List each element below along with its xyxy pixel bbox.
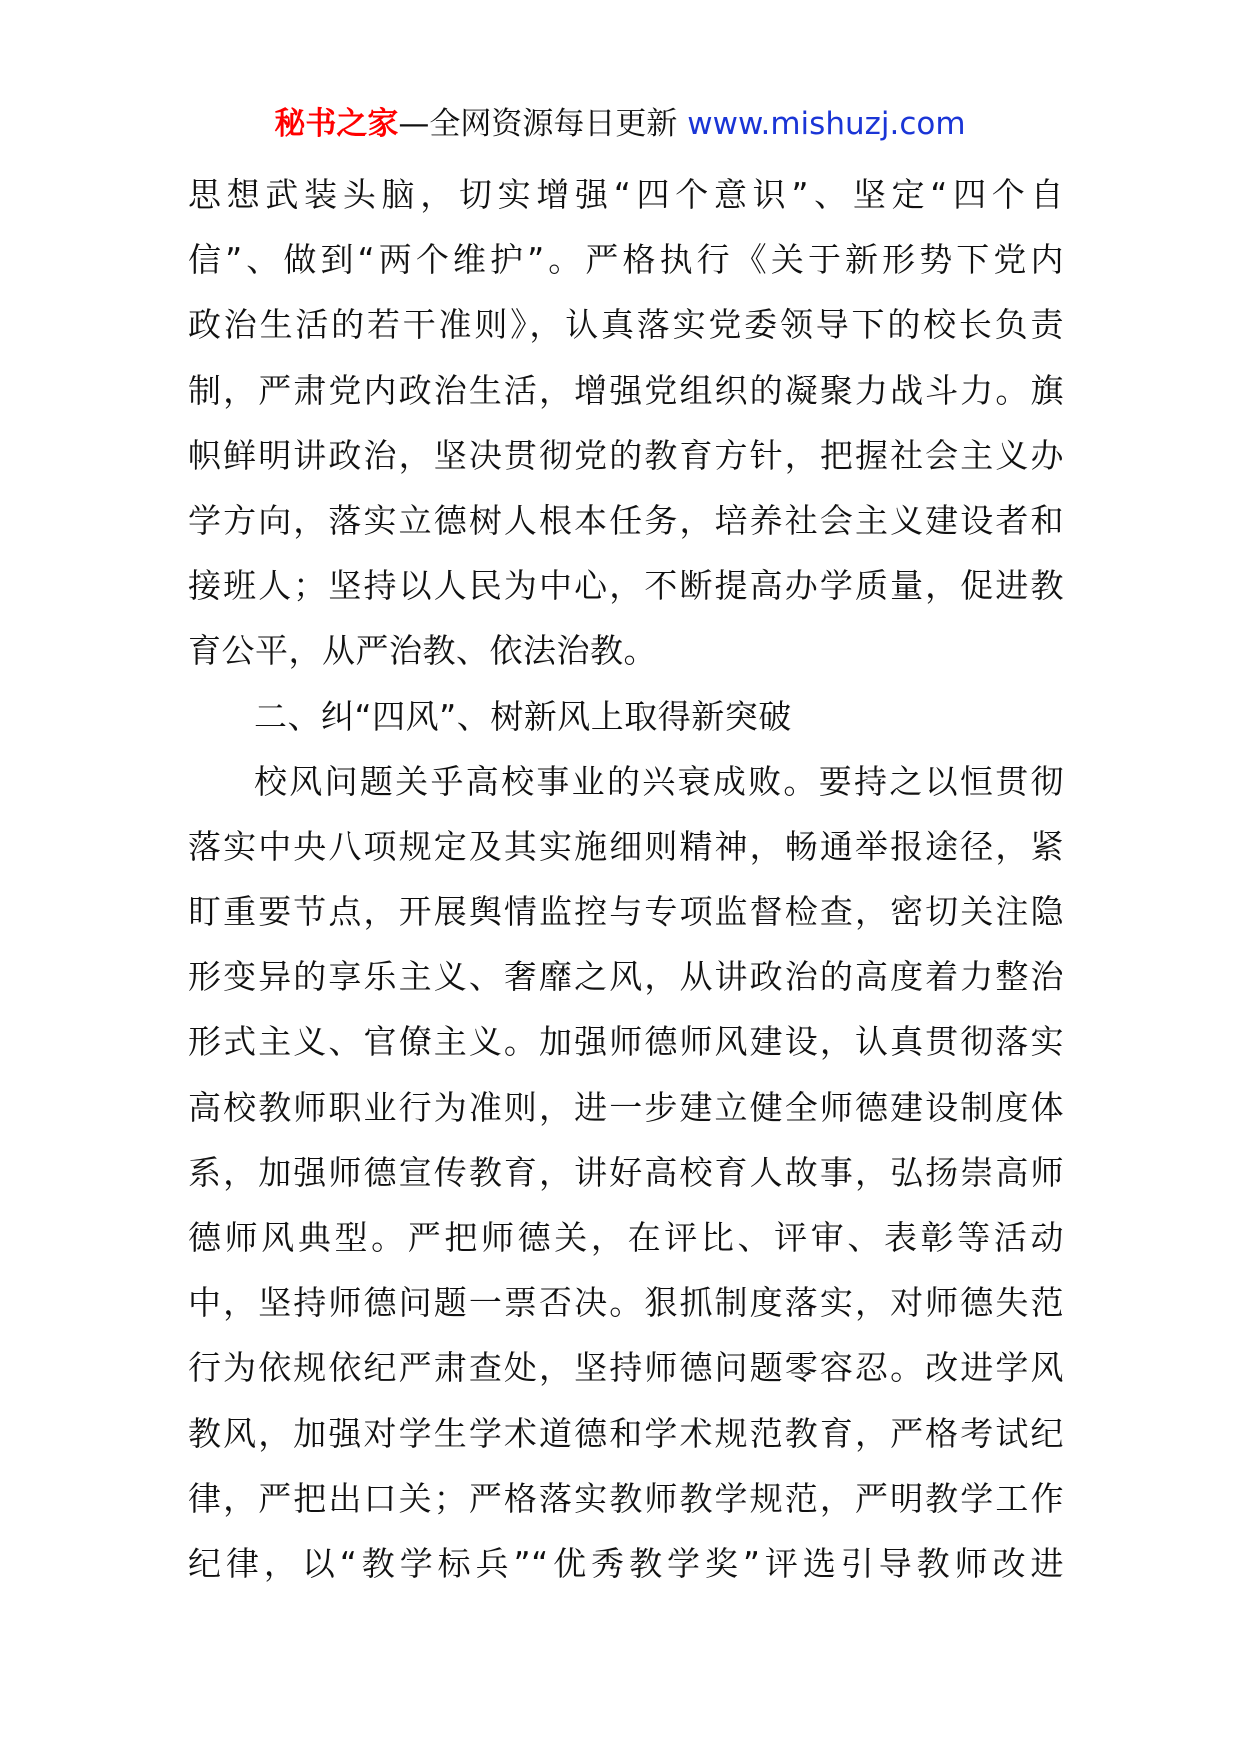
text-line: 制，严肃党内政治生活，增强党组织的凝聚力战斗力。旗 (188, 370, 1064, 410)
text-line: 接班人；坚持以人民为中心，不断提高办学质量，促进教 (188, 566, 1064, 606)
text-line: 盯重要节点，开展舆情监控与专项监督检查，密切关注隐 (188, 892, 1064, 932)
text-line: 行为依规依纪严肃查处，坚持师德问题零容忍。改进学风 (188, 1348, 1064, 1388)
text-line: 系，加强师德宣传教育，讲好高校育人故事，弘扬崇高师 (188, 1152, 1064, 1192)
text-line: 落实中央八项规定及其实施细则精神，畅通举报途径，紧 (188, 826, 1064, 866)
text-line: 形变异的享乐主义、奢靡之风，从讲政治的高度着力整治 (188, 957, 1064, 997)
text-line: 校风问题关乎高校事业的兴衰成败。要持之以恒贯彻 (254, 761, 1064, 801)
text-line: 学方向，落实立德树人根本任务，培养社会主义建设者和 (188, 500, 1064, 540)
site-tagline: —全网资源每日更新 (398, 106, 688, 142)
text-line: 信”、做到“两个维护”。严格执行《关于新形势下党内 (188, 240, 1064, 280)
text-line: 育公平，从严治教、依法治教。 (188, 631, 657, 671)
text-line: 德师风典型。严把师德关，在评比、评审、表彰等活动 (188, 1218, 1064, 1257)
text-line: 高校教师职业行为准则，进一步建立健全师德建设制度体 (188, 1087, 1064, 1127)
text-line: 纪律，以“教学标兵”“优秀教学奖”评选引导教师改进 (188, 1543, 1064, 1583)
section-heading: 二、纠“四风”、树新风上取得新突破 (254, 696, 792, 736)
text-line: 教风，加强对学生学术道德和学术规范教育，严格考试纪 (188, 1413, 1064, 1453)
text-line: 帜鲜明讲政治，坚决贯彻党的教育方针，把握社会主义办 (188, 435, 1064, 475)
site-banner (0, 100, 1240, 148)
text-line: 形式主义、官僚主义。加强师德师风建设，认真贯彻落实 (188, 1022, 1064, 1062)
document-body (188, 162, 1064, 1596)
site-url-link[interactable]: www.mishuzj.com (687, 106, 966, 142)
site-brand: 秘书之家 (274, 106, 399, 142)
text-line: 思想武装头脑，切实增强“四个意识”、坚定“四个自 (188, 175, 1064, 214)
text-line: 政治生活的若干准则》，认真落实党委领导下的校长负责 (188, 305, 1064, 345)
text-line: 中，坚持师德问题一票否决。狠抓制度落实，对师德失范 (188, 1283, 1064, 1323)
text-line: 律，严把出口关；严格落实教师教学规范，严明教学工作 (188, 1478, 1064, 1518)
